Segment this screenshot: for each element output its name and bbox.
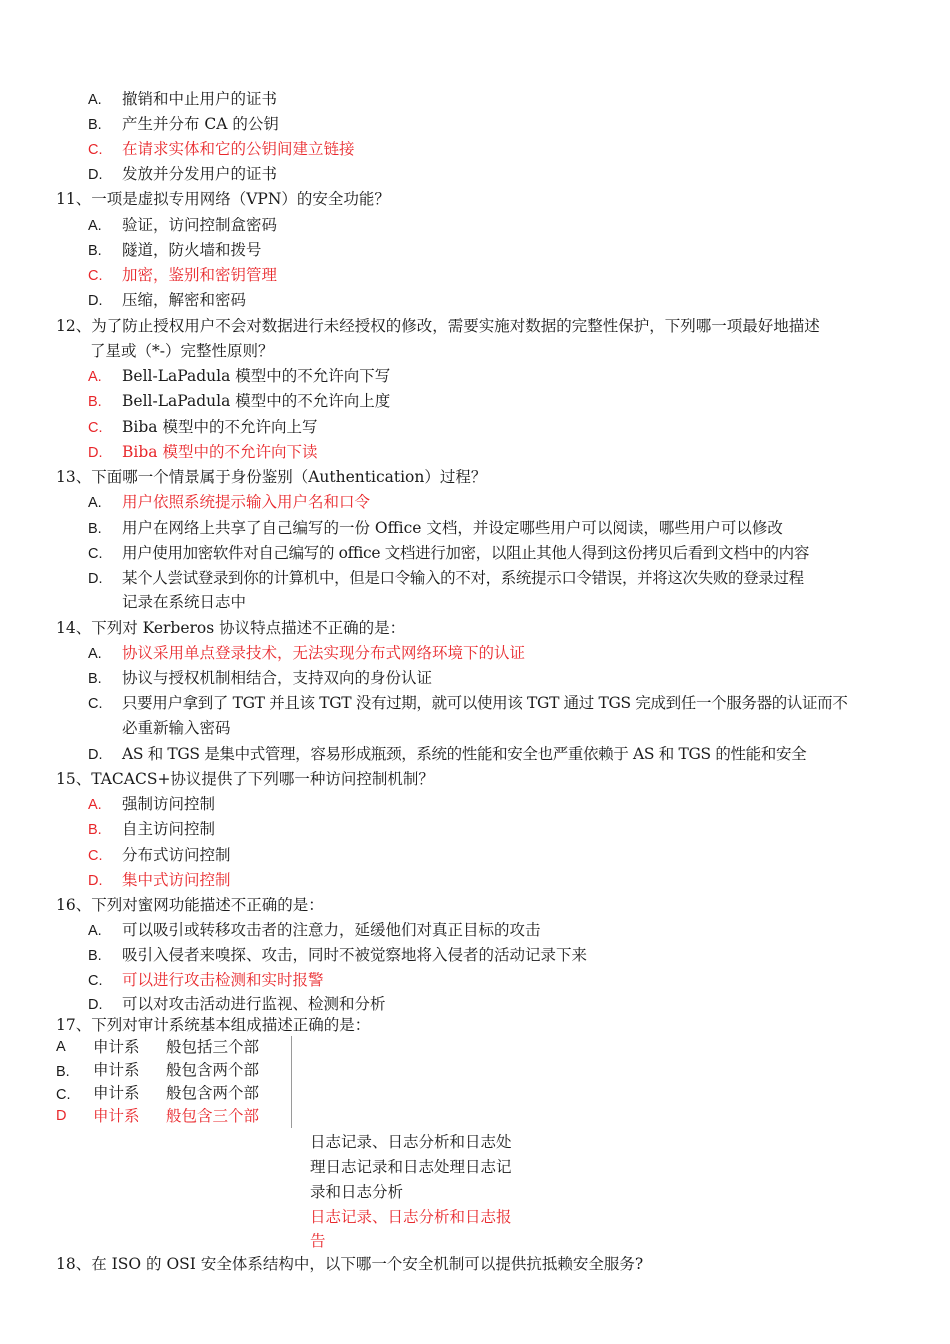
q13-stem: 13、下面哪一个情景属于身份鉴别（Authentication）过程？	[56, 468, 487, 486]
q13-option-d-continued: 记录在系统日志中	[122, 593, 247, 611]
q12-option-a: A. Bell-LaPadula 模型中的不允许向下写	[88, 367, 391, 385]
q13-option-b: B. 用户在网络上共享了自己编写的一份 Office 文档，并设定哪些用户可以阅读，哪些用户可以修改	[88, 519, 783, 537]
q13-option-c: C. 用户使用加密软件对自己编写的 office 文档进行加密，以阻止其他人得到这份拷贝后看到文档中的内容	[88, 544, 809, 562]
q17-overflow-line-1: 日志记录、日志分析和日志处	[310, 1133, 512, 1151]
q17-options-table: A 申计系 般包括三个部 B. 申计系 般包含两个部 C. 申计系 般包含两个部 D 申计系 般包含三个部	[50, 1036, 292, 1128]
q15-stem: 15、TACACS+协议提供了下列哪一种访问控制机制？	[56, 770, 434, 788]
q11-option-b: B. 隧道，防火墙和拨号	[88, 241, 262, 259]
q14-stem: 14、下列对 Kerberos 协议特点描述不正确的是：	[56, 619, 406, 637]
q10-option-a: A. 撤销和中止用户的证书	[88, 90, 278, 108]
q16-option-c-answer: C. 可以进行攻击检测和实时报警	[88, 971, 324, 989]
q11-option-d: D. 压缩，解密和密码	[88, 291, 247, 309]
q16-option-d: D. 可以对攻击活动进行监视、检测和分析	[88, 995, 386, 1013]
q16-option-a: A. 可以吸引或转移攻击者的注意力，延缓他们对真正目标的攻击	[88, 921, 541, 939]
q16-option-b: B. 吸引入侵者来嗅探、攻击，同时不被觉察地将入侵者的活动记录下来	[88, 946, 588, 964]
q17-overflow-line-2: 理日志记录和日志处理日志记	[310, 1158, 512, 1176]
q12-option-d-answer: D. Biba 模型中的不允许向下读	[88, 443, 318, 461]
q10-option-b: B. 产生并分布 CA 的公钥	[88, 115, 279, 133]
q13-option-a-answer: A. 用户依照系统提示输入用户名和口令	[88, 493, 371, 511]
q12-stem: 12、为了防止授权用户不会对数据进行未经授权的修改，需要实施对数据的完整性保护，下列哪一项最好地描述	[56, 317, 820, 335]
q15-option-d-answer: D. 集中式访问控制	[88, 871, 231, 889]
q13-option-d: D. 某个人尝试登录到你的计算机中，但是口令输入的不对，系统提示口令错误，并将这次失败的登录过程	[88, 569, 804, 587]
q11-option-a: A. 验证，访问控制盒密码	[88, 216, 278, 234]
q11-stem: 11、一项是虚拟专用网络（VPN）的安全功能？	[56, 190, 390, 208]
q14-option-b: B. 协议与授权机制相结合，支持双向的身份认证	[88, 669, 433, 687]
q12-option-c: C. Biba 模型中的不允许向上写	[88, 418, 318, 436]
q17-stem: 17、下列对审计系统基本组成描述正确的是：	[56, 1016, 371, 1034]
q14-option-c: C. 只要用户拿到了 TGT 并且该 TGT 没有过期，就可以使用该 TGT 通过 TGS 完成到任一个服务器的认证而不	[88, 694, 848, 712]
q17-overflow-line-3: 录和日志分析	[310, 1183, 404, 1201]
q14-option-c-continued: 必重新输入密码	[122, 719, 231, 737]
q15-option-b: B. 自主访问控制	[88, 820, 216, 838]
q16-stem: 16、下列对蜜网功能描述不正确的是：	[56, 896, 324, 914]
q17-overflow-line-5-answer: 告	[310, 1232, 326, 1250]
q15-option-a: A. 强制访问控制	[88, 795, 216, 813]
q14-option-d: D. AS 和 TGS 是集中式管理，容易形成瓶颈，系统的性能和安全也严重依赖于 AS 和 TGS 的性能和安全	[88, 745, 807, 763]
q12-stem-continued: 了星或（*-）完整性原则？	[90, 342, 274, 360]
q18-stem: 18、在 ISO 的 OSI 安全体系结构中，以下哪一个安全机制可以提供抗抵赖安全服务?	[56, 1255, 644, 1273]
q15-option-c: C. 分布式访问控制	[88, 846, 231, 864]
q17-overflow-line-4-answer: 日志记录、日志分析和日志报	[310, 1208, 512, 1226]
q10-option-d: D. 发放并分发用户的证书	[88, 165, 278, 183]
q11-option-c-answer: C. 加密，鉴别和密钥管理	[88, 266, 278, 284]
q14-option-a-answer: A. 协议采用单点登录技术，无法实现分布式网络环境下的认证	[88, 644, 526, 662]
q10-option-c-answer: C. 在请求实体和它的公钥间建立链接	[88, 140, 355, 158]
q12-option-b: B. Bell-LaPadula 模型中的不允许向上度	[88, 392, 391, 410]
